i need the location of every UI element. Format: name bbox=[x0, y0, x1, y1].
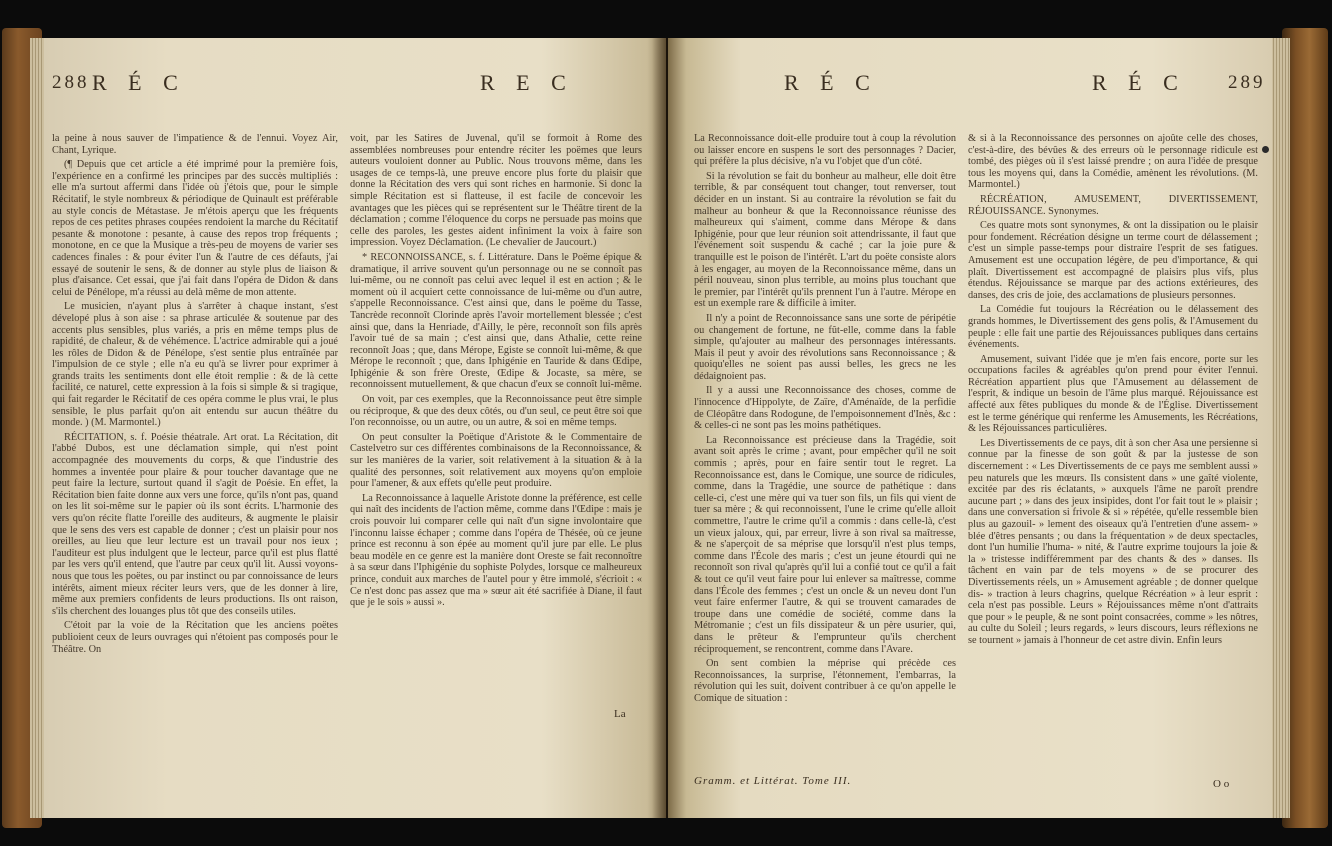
paragraph: (¶ Depuis que cet article a été imprimé pour la première fois, l'expérience en a confirmé les principes par des succès multipliés : elle m'a surtout affermi dans l'idée où j'étois que, pour le simple Récitatif, le style nombreux & périodique de Quinault est préférable au style concis de Métastase. Je m'étois aperçu que les fréquents repos de ces petites phrases coupées rendoient la marche du Récitatif pesante & monotone : pesante, à cause des repos trop fréquents ; monotone, en ce que la Musique a très-peu de moyens de varier ses cadences finales : & pour éviter l'un & l'autre de ces défauts, j'ai essayé de soutenir le sens, & de donner au style plus de liaison & plus d'aisance. Cet essai, que j'ai fait dans l'opéra de Didon & dans celui de Pénélope, m'a réussi au delà même de mon attente. bbox=[52, 159, 338, 298]
paragraph: On peut consulter la Poëtique d'Aristote & le Commentaire de Castelvetro sur ces différentes combinaisons de la Reconnoissance, & sur les manières de la varier, soit relativement à la situation & à la qualité des personnes, soit relativement aux moyens qu'on emploie pour l'amener, & aux effets qu'elle peut produire. bbox=[350, 431, 642, 490]
right-column-1 bbox=[694, 133, 956, 765]
paragraph: voit, par les Satires de Juvenal, qu'il se formoit à Rome des assemblées nombreuses pour entendre réciter les poëmes que leurs auteurs vouloient donner au Public. Nous trouvons même, dans les usages de ce temps-là, une preuve encore plus forte du plaisir que donne la Récitation des vers qui sont riches en harmonie. Si donc la simple Récitation est si flatteuse, il est facile de concevoir les avantages que les pièces qui se représentent sur le Théâtre tirent de la déclamation ; comme l'éloquence du corps ne persuade pas moins que celle des paroles, les gestes aident infiniment la voix à faire son impression. Voyez Déclamation. (Le chevalier de Jaucourt.) bbox=[350, 133, 642, 249]
right-column-2 bbox=[968, 133, 1258, 783]
right-running-head-1: R É C bbox=[784, 70, 878, 95]
right-page-number: 289 bbox=[1228, 72, 1266, 93]
paragraph: la peine à nous sauver de l'impatience & de l'ennui. Voyez Air, Chant, Lyrique. bbox=[52, 133, 338, 156]
paragraph: La Comédie fut toujours la Récréation ou le délassement des grands hommes, le Divertissement des gens polis, & l'Amusement du peuple : elle fait une partie des Réjouissances publiques dans certains événements. bbox=[968, 304, 1258, 351]
right-page bbox=[668, 38, 1272, 818]
paragraph: C'étoit par la voie de la Récitation que les anciens poëtes publioient ceux de leurs ouvrages qui n'étoient pas composés pour le Théâtre. On bbox=[52, 620, 338, 655]
paragraph: Il y a aussi une Reconnoissance des choses, comme de l'innocence d'Hippolyte, de Zaïre, d'Aménaïde, de la perfidie de Cléopâtre dans Rodogune, de l'empoisonnement d'Inès, &c : & celles-ci ne sont pas les moins pathétiques. bbox=[694, 385, 956, 432]
left-running-head-1: R É C bbox=[92, 70, 186, 95]
paragraph: Il n'y a point de Reconnoissance sans une sorte de péripétie ou changement de fortune, ne fût-elle, comme dans la fable simple, qu'ajouter au malheur des personnages intéressants. Mais il peut y avoir des révolutions sans Reconnoissance ; & quoiqu'elles ne soient pas aussi belles, les grecs ne les dédaignoient pas. bbox=[694, 312, 956, 382]
right-signature-line: Gramm. et Littérat. Tome III. bbox=[694, 775, 852, 787]
paragraph: La Reconnoissance est précieuse dans la Tragédie, soit avant soit après le crime ; avant, pour empêcher qu'il ne soit commis ; après, pour en faire sentir tout le regret. La Reconnoissance est, dans le Comique, une source de ridicules, comme, dans la Tragédie, une source de pathétique : dans celle-ci, c'est une mère qui va tuer son fils, un fils qui vient de tuer sa mère ; & qui reconnoissent, l'une le crime qu'elle alloit commettre, l'autre le crime qu'il a commis : dans celle-là, c'est un vieux jaloux, qui, par erreur, livre à son rival sa maîtresse, & ne s'aperçoit de sa méprise que lorsqu'il n'est plus temps, comme dans l'École des maris ; c'est un jeune étourdi qui ne reconnoît son rival qu'après qu'il lui a confié tout ce qu'il a fait & tout ce qu'il veut faire pour lui enlever sa maîtresse, comme dans l'École des femmes ; c'est un oncle & un neveu dont l'un veut faire enfermer l'autre, & qui se trouvent camarades de troupe dans une comédie de société, comme dans la Métromanie ; c'est un fils dissipateur & un père usurier, qui, dans le prêteur & l'emprunteur qu'ils cherchent réciproquement, se rencontrent, comme dans l'Avare. bbox=[694, 434, 956, 655]
left-page bbox=[44, 38, 666, 818]
paragraph: Le musicien, n'ayant plus à s'arrêter à chaque instant, s'est dévelopé plus à son aise : sa phrase articulée & soutenue par des accents plus sensibles, plus variés, a pris en même temps plus de rapidité, de chaleur, & de véhémence. L'actrice admirable qui a joué les rôles de Didon & de Pénélope, s'est sentie plus entraînée par l'impulsion de ce style ; elle n'a eu qu'à se livrer pour exprimer à grands traits les sentiments dont elle étoit remplie : & de là cette facilité, ce naturel, cette expression à la fois si simple & si tragique, qui fait regarder le Récitatif de ces opéra comme le plus vrai, le plus sensible, le plus parfait qu'on ait entendu sur aucun théâtre du monde. ) (M. Marmontel.) bbox=[52, 301, 338, 429]
paragraph: Ces quatre mots sont synonymes, & ont la dissipation ou le plaisir pour fondement. Récréation désigne un terme court de délassement ; c'est un simple passe-temps pour distraire l'esprit de ses fatigues. Amusement est une occupation légère, de peu d'importance, & qui plaît. Divertissement est accompagné de plaisirs plus vifs, plus étendus. Réjouissance se marque par des actions extérieures, des danses, des cris de joie, des acclamations de plusieurs personnes. bbox=[968, 220, 1258, 301]
paragraph: Les Divertissements de ce pays, dit à son cher Asa une persienne si connue par la finesse de son goût & par la justesse de son discernement : « Les Divertissements de ce pays me semblent aussi » peu naturels que les mœurs. Ils consistent dans » une gaîté violente, excitée par des ris éclatants, » auxquels l'âme ne paroît prendre aucune part ; » dans des jeux insipides, dont l'or fait tout le » plaisir ; dans une conversation si frivole & si » répétée, qu'elle ressemble bien plus au gazouil- » lement des oiseaux qu'à l'entretien d'une assem- » blée d'êtres pensants ; ou dans la fréquentation » de deux spectacles, dont l'un humilie l'huma- » nité, & l'autre exprime toujours la joie & la » tristesse indifféremment par des chants & des » danses. Ils tâchent en vain par de tels moyens » de se procurer des Divertissements réels, un » Amusement agréable ; de donner quelque dis- » traction à leurs chagrins, quelque Récréation » à leur esprit : cela n'est pas possible. Leurs » Réjouissances même n'ont d'attraits que pour » le peuple, & ne sont point consacrées, comme » les nôtres, au culte du Soleil ; leurs regards, » leurs discours, leurs réflexions ne se tournent » jamais à l'honneur de cet astre divin. Enfin leurs bbox=[968, 437, 1258, 646]
right-catchword: O o bbox=[1213, 778, 1230, 790]
paragraph: La Reconnoissance à laquelle Aristote donne la préférence, est celle qui naît des incidents de l'action même, comme dans l'Œdipe : mais je crois pouvoir lui comparer celle qui naît d'un signe involontaire que l'inconnu laisse échaper ; comme dans l'opéra de Thésée, où ce jeune prince est reconnu à son épée au moment qu'il jure par elle. Le plus beau modèle en ce genre est la manière dont Oreste se fait reconnoître à sa sœur dans l'Iphigénie du sophiste Polydes, lorsque ce malheureux prince, conduit aux marches de l'autel pour y être immolé, s'écrioit : « Ce n'est donc pas assez que ma » sœur ait été sacrifiée à Diane, il faut que je le sois » aussi ». bbox=[350, 492, 642, 609]
paragraph: RÉCITATION, s. f. Poésie théatrale. Art orat. La Récitation, dit l'abbé Dubos, est une déclamation simple, qui n'est point accompagnée des mouvements du corps, & que l'industrie des hommes a inventée pour plaire & pour toucher davantage que ne peut faire la lecture, surtout quand il s'agit de Poésie. En effet, la Récitation bien faite donne aux vers une force, qu'ils n'ont pas, quand on les lit soi-même sur le papier où ils sont écrits. L'harmonie des vers qu'on récite flatte l'oreille des auditeurs, & augmente le plaisir que le sens des vers est capable de donner ; c'est un plaisir pour nos oreilles, au lieu que leur lecture est un travail pour nos ieux ; l'auditeur est plus indulgent que le lecteur, parce qu'il est plus flatté par les vers qu'il entend, que l'autre par ceux qu'il lit. Aussi voyons-nous que tous les poëtes, ou par instinct ou par connoissance de leurs intérêts, aiment mieux réciter leurs vers, que de les donner à lire, même aux premiers confidents de leurs productions. Ils ont raison, s'ils cherchent des louanges plus tôt que des conseils utiles. bbox=[52, 431, 338, 617]
paragraph: On sent combien la méprise qui précède ces Reconnoissances, la surprise, l'étonnement, l'embarras, la révolution qui les suit, doivent contribuer à ce qu'on appelle le Comique de situation : bbox=[694, 658, 956, 704]
left-column-2 bbox=[350, 133, 642, 783]
paragraph: La Reconnoissance doit-elle produire tout à coup la révolution ou laisser encore en suspens le sort des personnages ? Dacier, qui préfère la plus décisive, n'a vu l'objet que d'un côté. bbox=[694, 133, 956, 168]
left-running-head-2: R E C bbox=[480, 70, 574, 95]
left-catchword: La bbox=[614, 708, 626, 720]
page-mark bbox=[1262, 146, 1269, 153]
right-running-head-2: R É C bbox=[1092, 70, 1186, 95]
paragraph: * RECONNOISSANCE, s. f. Littérature. Dans le Poëme épique & dramatique, il arrive souvent qu'un personnage ou ne se connoît pas lui-même, ou ne connoît pas celui avec lequel il est en action ; & le moment où il acquiert cette connoissance de lui-même ou d'un autre, s'appelle Reconnoissance. C'est ainsi que, dans le poëme du Tasse, Tancrède reconnoît Clorinde après l'avoir mortellement blessée ; c'est ainsi que, dans la Henriade, d'Ailly, le père, reconnoît son fils après l'avoir tué de sa main ; c'est ainsi que, dans Athalie, cette reine reconnoît Joas ; que, dans Mérope, Egiste se connoît lui-même, & que Mérope le reconnoît ; que, dans Iphigénie en Tauride & dans Œdipe, Iphigénie & son frère Oreste, Œdipe & Jocaste, sa mère, se reconnoissent mutuellement, & que chacun d'eux se connoît lui-même. bbox=[350, 251, 642, 391]
paragraph: & si à la Reconnoissance des personnes on ajoûte celle des choses, c'est-à-dire, des bévûes & des erreurs où le personnage ridicule est tombé, des pièges où il s'est laissé prendre ; on aura l'idée de presque tous les moyens qui, dans la Comédie, amènent les révolutions. (M. Marmontel.) bbox=[968, 133, 1258, 191]
left-column-1 bbox=[52, 133, 338, 783]
paragraph: Amusement, suivant l'idée que je m'en fais encore, porte sur les occupations faciles & agréables qu'on prend pour éviter l'ennui. Récréation appartient plus que l'Amusement au délassement de l'esprit, & indique un besoin de l'âme plus marqué. Réjouissance est affecté aux fêtes publiques du monde & de l'Église. Divertissement est le terme générique qui renferme les Amusements, les Récréations, & les Réjouissances particulières. bbox=[968, 353, 1258, 435]
paragraph: On voit, par ces exemples, que la Reconnoissance peut être simple ou réciproque, & que des deux côtés, ou d'un seul, ce peut être soi que l'on reconnoisse, ou un autre, ou un autre, & soi en même temps. bbox=[350, 394, 642, 429]
paragraph: RÉCRÉATION, AMUSEMENT, DIVERTISSEMENT, RÉJOUISSANCE. Synonymes. bbox=[968, 193, 1258, 217]
paragraph: Si la révolution se fait du bonheur au malheur, elle doit être terrible, & par conséquent tout changer, tout renverser, tout décider en un instant. Si au contraire la révolution se fait du malheur au bonheur & que la Reconnoissance réunisse des malheureux qui s'aiment, comme dans Mérope & dans Iphigénie, pour que leur réunion soit attendrissante, il faut que l'événement soit suspendu & caché ; car la joie pure & tranquille est le poison de l'intérêt. L'art du poëte consiste alors à les engager, au moyen de la Reconnoissance même, dans un péril nouveau, sinon plus terrible, au moins plus touchant que le premier, par l'intérêt qu'ils prennent l'un à l'autre. Mérope en est un exemple rare & difficile à imiter. bbox=[694, 170, 956, 310]
left-page-number: 288 bbox=[52, 72, 90, 93]
